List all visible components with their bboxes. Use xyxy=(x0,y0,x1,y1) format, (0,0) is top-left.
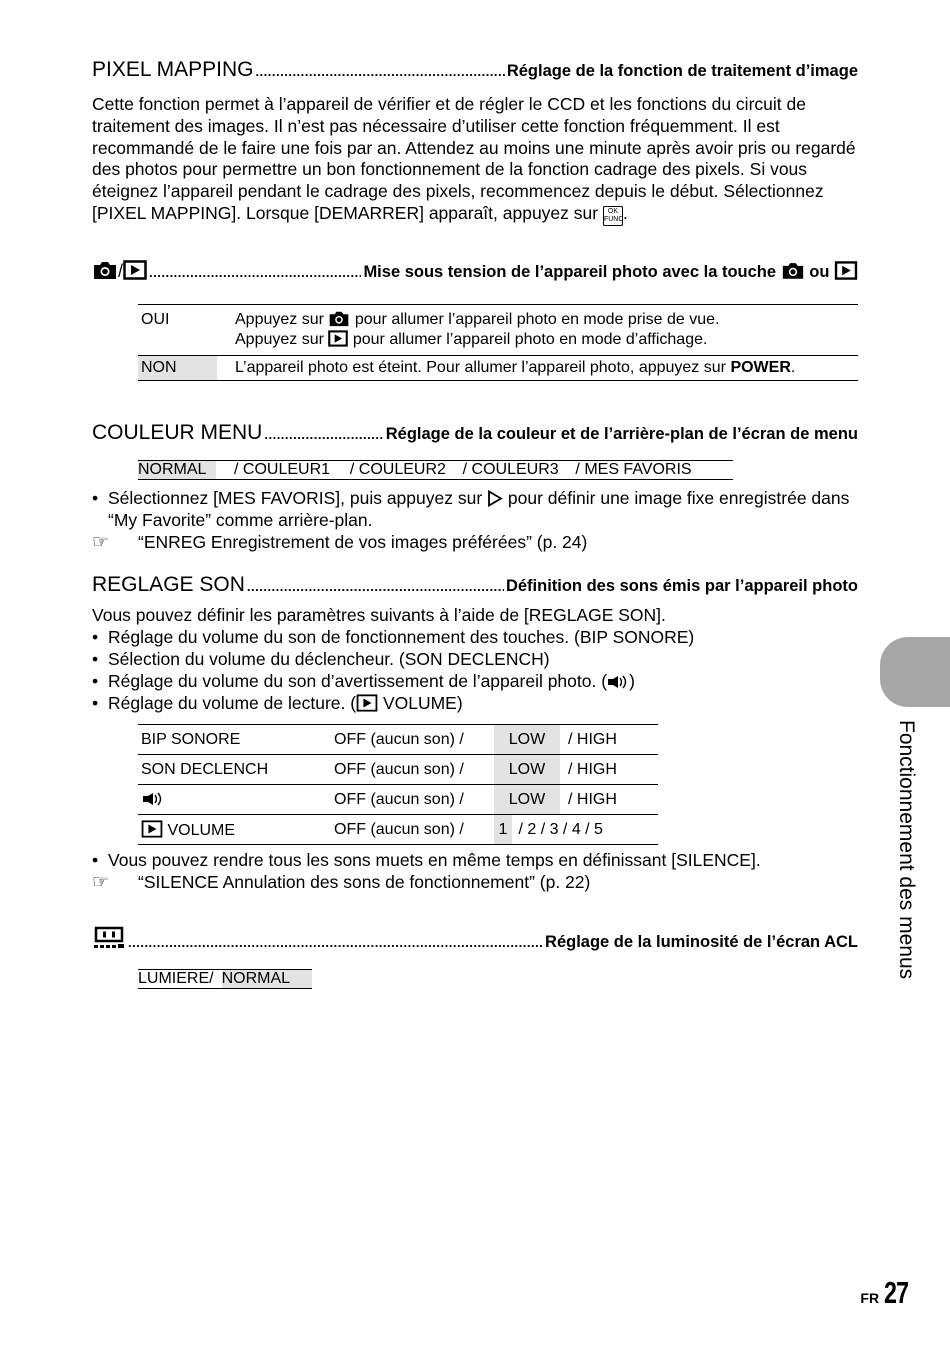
table-row: BIP SONORE OFF (aucun son) / LOW / HIGH xyxy=(138,725,658,755)
couleur-options: NORMAL / COULEUR1 / COULEUR2 / COULEUR3 / MES FAVORIS xyxy=(138,460,733,480)
lcd-brightness-heading xyxy=(92,926,858,953)
playback-icon xyxy=(123,260,147,280)
page-number: FR 27 xyxy=(860,1275,908,1310)
lcd-brightness-icon xyxy=(92,926,126,950)
page-content xyxy=(92,58,858,989)
reglage-son-desc: Définition des sons émis par l’appareil photo xyxy=(505,577,858,596)
pixel-mapping-desc: Réglage de la fonction de traitement d’image xyxy=(506,62,858,80)
couleur-reference: ☞ “ENREG Enregistrement de vos images préférées” (p. 24) xyxy=(92,531,588,553)
couleur-menu-heading xyxy=(92,421,858,445)
list-item: • Sélection du volume du déclencheur. (SON DECLENCH) xyxy=(92,649,858,671)
reglage-son-note xyxy=(92,850,858,872)
table-row: NON L’appareil photo est éteint. Pour allumer l’appareil photo, appuyez sur POWER. xyxy=(138,355,858,380)
reglage-son-intro: Vous pouvez définir les paramètres suivants à l’aide de [REGLAGE SON]. xyxy=(92,605,666,626)
speaker-warning-icon xyxy=(141,791,165,807)
list-item: • Réglage du volume du son d’avertissement de l’appareil photo. ( ) xyxy=(92,671,858,693)
pointing-hand-icon: ☞ xyxy=(92,531,110,553)
table-row: VOLUME OFF (aucun son) / 1 / 2 / 3 / 4 / 5 xyxy=(138,815,658,845)
chapter-tab xyxy=(880,637,950,707)
option-normal: NORMAL xyxy=(138,460,216,479)
lcd-brightness-options: LUMIERE/ NORMAL xyxy=(138,969,312,989)
reglage-son-bullets xyxy=(92,627,858,714)
playback-icon xyxy=(356,694,378,712)
couleur-menu-title: COULEUR MENU xyxy=(92,420,263,444)
list-item: • Sélectionnez [MES FAVORIS], puis appuyez sur pour définir une image fixe enregistrée dans “My Favorite” comme arrière-plan. xyxy=(92,488,858,532)
chapter-side-label: Fonctionnement des menus xyxy=(895,720,918,980)
reglage-son-table xyxy=(138,724,658,845)
couleur-bullets xyxy=(92,488,858,532)
power-heading: / ..... Mise sous tension de l’appareil photo avec la touche ou xyxy=(92,260,858,282)
table-row: OFF (aucun son) / LOW / HIGH xyxy=(138,785,658,815)
table-row: OUI Appuyez sur pour allumer l’appareil photo en mode prise de vue. Appuyez sur pour allumer l’appareil photo en mode d’affichage. xyxy=(138,304,858,355)
couleur-menu-desc: Réglage de la couleur et de l’arrière-plan de l’écran de menu xyxy=(385,424,858,443)
playback-icon xyxy=(141,820,163,838)
power-desc: Mise sous tension de l’appareil photo avec la touche ou xyxy=(363,261,858,282)
lcd-brightness-desc: Réglage de la luminosité de l’écran ACL xyxy=(545,932,858,951)
list-item: • Réglage du volume du son de fonctionnement des touches. (BIP SONORE) xyxy=(92,627,858,649)
reglage-son-title: REGLAGE SON xyxy=(92,573,245,597)
reglage-son-heading xyxy=(92,573,858,597)
list-item: • Vous pouvez rendre tous les sons muets en même temps en définissant [SILENCE]. xyxy=(92,850,858,872)
camera-icon xyxy=(328,310,350,327)
pixel-mapping-heading xyxy=(92,58,858,82)
camera-icon xyxy=(781,261,805,280)
list-item: • Réglage du volume de lecture. ( VOLUME) xyxy=(92,693,858,715)
power-key-label: POWER xyxy=(730,358,791,376)
reglage-son-reference: ☞ “SILENCE Annulation des sons de fonctionnement” (p. 22) xyxy=(92,872,591,894)
speaker-warning-icon xyxy=(607,674,629,690)
pointing-hand-icon: ☞ xyxy=(92,872,110,894)
table-row: SON DECLENCH OFF (aucun son) / LOW / HIGH xyxy=(138,755,658,785)
pixel-mapping-paragraph: Cette fonction permet à l’appareil de vérifier et de régler le CCD et les fonctions du circuit de traitement des images. Il n’est pas nécessaire d’utiliser cette fonction fréquemment. Il est recommandé de le faire une fois par an. Attendez au moins une minute après avoir pris ou regardé des photos pour permettre un bon fonctionnement de la fonction cadrage des pixels. Si vous éteignez l’appareil pendant le cadrage des pixels, recommencez depuis le début. Sélectionnez [PIXEL MAPPING]. Lorsque [DEMARRER] apparaît, appuyez sur OK FUNC. xyxy=(92,94,858,226)
playback-icon xyxy=(328,330,348,347)
power-options-table xyxy=(138,304,858,381)
ok-func-icon: OK FUNC xyxy=(603,206,623,226)
playback-icon xyxy=(834,261,858,280)
camera-icon xyxy=(92,260,118,280)
right-arrow-icon xyxy=(487,490,503,507)
pixel-mapping-title: PIXEL MAPPING xyxy=(92,58,254,81)
